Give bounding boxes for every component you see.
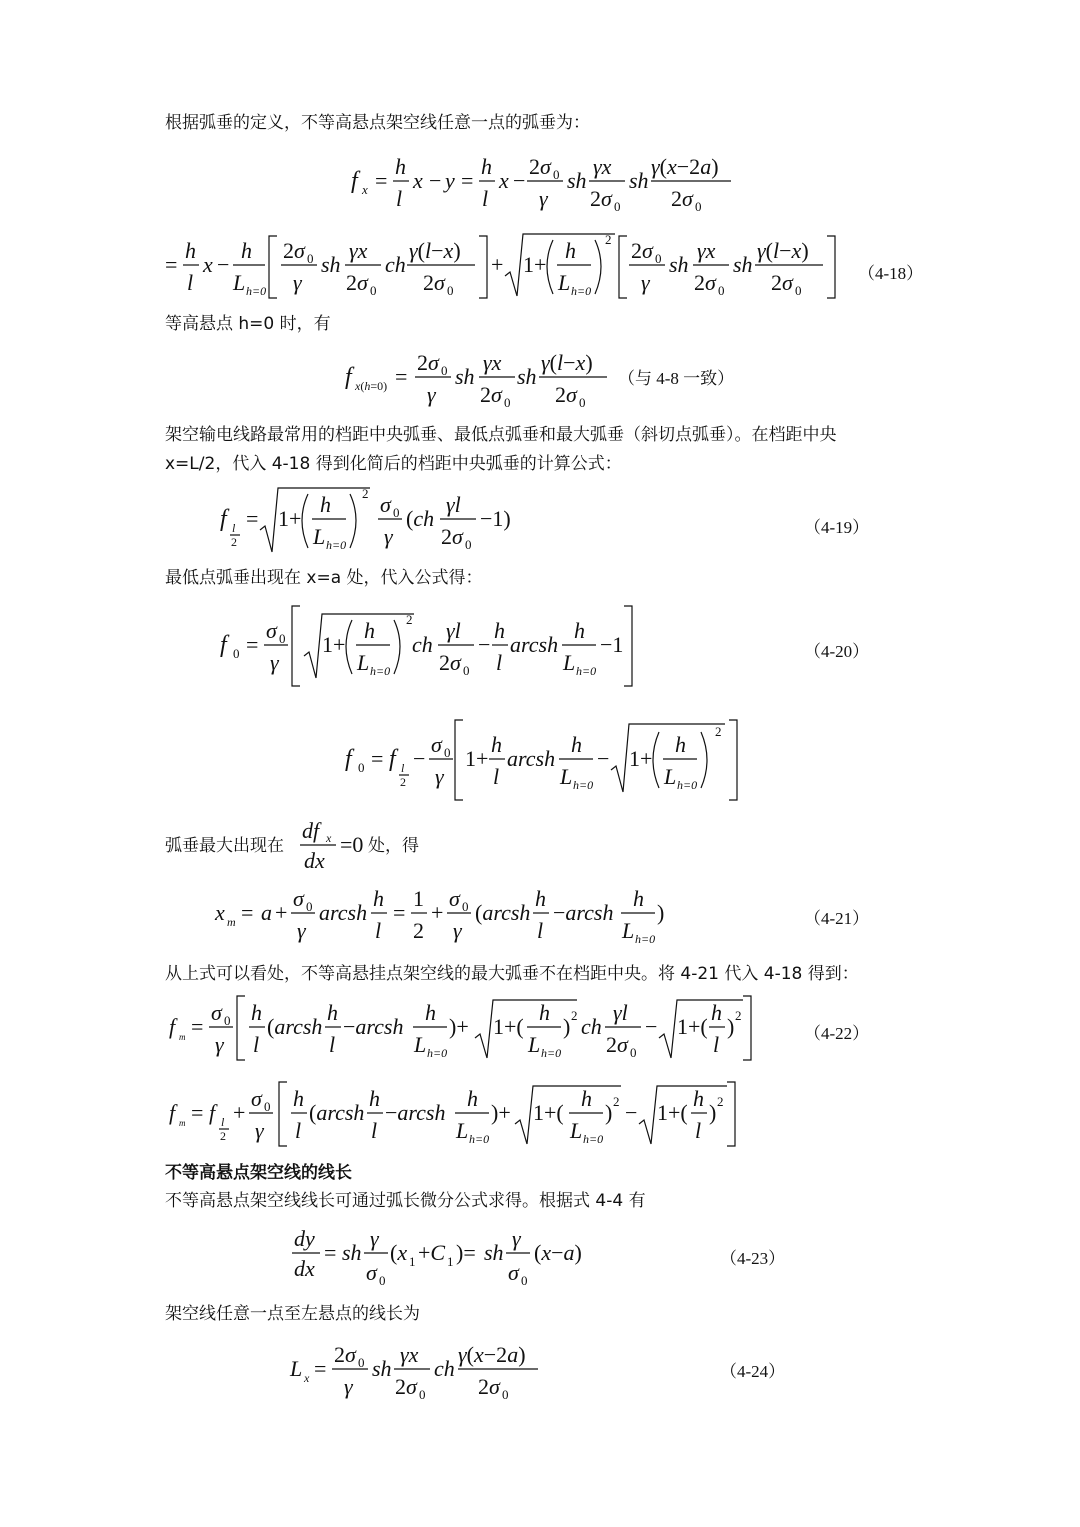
svg-text:0: 0 [579,395,586,410]
svg-text:1: 1 [409,1254,416,1269]
svg-text:)=: )= [456,1240,476,1265]
svg-text:γ: γ [641,270,650,295]
svg-text:): ) [605,1100,613,1125]
paragraph-max-sag-not-mid: 从上式可以看处，不等高悬挂点架空线的最大弧垂不在档距中央。将 4-21 代入 4-18 得到： [165,964,859,984]
paragraph-lowest-point: 最低点弧垂出现在 x=a 处，代入公式得： [165,568,483,588]
equation-4-18 [165,230,845,306]
svg-text:2: 2 [735,1008,742,1023]
svg-text:+: + [491,252,504,277]
svg-text:γl: γl [446,492,461,517]
svg-text:=: = [375,168,388,193]
svg-text:l: l [295,1118,302,1143]
svg-text:ch: ch [385,252,406,277]
svg-text:2: 2 [406,612,413,627]
equation-fm-alternative [165,1080,765,1152]
svg-text:l: l [401,761,405,775]
svg-text:L: L [290,1356,303,1381]
svg-text:h: h [320,492,331,517]
svg-text:l: l [329,1032,336,1057]
svg-text:0: 0 [307,251,314,266]
paragraph-equal-height: 等高悬点 h=0 时，有 [165,314,331,334]
svg-text:(arcsh: (arcsh [309,1100,365,1125]
svg-text:2: 2 [613,1094,620,1109]
svg-text:γ(l−x): γ(l−x) [409,238,461,263]
svg-text:l: l [695,1118,702,1143]
svg-text:f: f [345,746,352,772]
equation-4-21 [215,880,675,950]
svg-text:h=0: h=0 [635,932,656,946]
svg-text:dx: dx [304,848,325,873]
svg-text:h: h [581,1086,592,1111]
svg-text:−1): −1) [480,506,511,531]
svg-text:γ: γ [255,1118,264,1143]
svg-text:l: l [371,1118,378,1143]
svg-text:0: 0 [419,1387,426,1402]
svg-text:l: l [493,764,500,789]
svg-text:m: m [227,915,236,929]
svg-text:l: l [537,918,544,943]
svg-text:1+: 1+ [629,746,653,771]
svg-text:h: h [293,1086,304,1111]
svg-text:1+: 1+ [523,252,547,277]
svg-text:0: 0 [502,1387,509,1402]
svg-text:σ: σ [211,1000,222,1025]
svg-text:)+: )+ [491,1100,511,1125]
svg-text:sh: sh [669,252,689,277]
svg-text:x: x [413,168,423,193]
svg-text:γ(l−x): γ(l−x) [757,238,809,263]
svg-text:L: L [560,764,573,789]
svg-text:h: h [467,1086,478,1111]
svg-text:γ(l−x): γ(l−x) [541,350,593,375]
svg-text:1+(: 1+( [493,1014,524,1039]
svg-text:γl: γl [446,618,461,643]
svg-text:h: h [571,732,582,757]
svg-text:γ(x−2a): γ(x−2a) [651,154,719,179]
svg-text:=: = [241,900,254,925]
svg-text:x: x [304,1371,310,1385]
svg-text:h: h [633,886,644,911]
svg-text:+: + [275,900,288,925]
svg-text:sh: sh [321,252,341,277]
svg-text:γx: γx [483,350,502,375]
svg-text:l: l [232,521,236,535]
svg-text:γ: γ [512,1226,521,1251]
svg-text:a: a [261,900,272,925]
svg-text:0: 0 [655,251,662,266]
svg-text:0: 0 [795,283,802,298]
svg-text:−: − [645,1014,658,1039]
svg-text:arcsh: arcsh [510,632,559,657]
svg-text:h=0: h=0 [326,538,347,552]
svg-text:2: 2 [413,918,424,943]
equation-4-19 [220,482,520,558]
svg-text:L: L [664,764,677,789]
svg-text:0: 0 [444,745,451,760]
svg-text:2: 2 [605,232,612,247]
svg-text:f: f [220,506,227,532]
svg-text:=: = [246,506,259,531]
svg-text:0: 0 [370,283,377,298]
svg-text:2σ: 2σ [555,382,577,407]
svg-text:=: = [371,746,384,771]
svg-text:0: 0 [441,363,448,378]
svg-text:L: L [622,918,635,943]
svg-text:h: h [395,154,406,179]
svg-text:sh: sh [372,1356,392,1381]
svg-text:1+(: 1+( [657,1100,688,1125]
svg-text:arcsh: arcsh [507,746,556,771]
equation-4-22 [165,994,765,1064]
svg-text:l: l [482,186,489,211]
svg-text:−: − [429,168,442,193]
svg-text:0: 0 [553,167,560,182]
svg-text:+: + [233,1100,246,1125]
svg-text:+C: +C [418,1240,446,1265]
svg-text:γ: γ [427,382,436,407]
svg-text:h=0: h=0 [246,284,267,298]
svg-text:y: y [445,168,455,193]
svg-text:x: x [362,182,368,197]
svg-text:(ch: (ch [406,506,435,531]
svg-text:γ: γ [270,650,279,675]
svg-text:h: h [425,1000,436,1025]
svg-text:h: h [364,618,375,643]
svg-text:sh: sh [342,1240,362,1265]
svg-text:0: 0 [521,1273,528,1288]
svg-text:h: h [675,732,686,757]
svg-text:ch: ch [412,632,433,657]
svg-text:0: 0 [224,1013,231,1028]
equation-number-4-20: （4-20） [804,642,870,661]
svg-text:x(h=0): x(h=0) [355,379,388,393]
svg-text:−arcsh: −arcsh [553,900,614,925]
svg-text:+: + [431,900,444,925]
svg-text:0: 0 [379,1273,386,1288]
svg-text:σ: σ [293,886,304,911]
svg-text:): ) [709,1100,717,1125]
svg-text:h=0: h=0 [573,778,594,792]
svg-text:σ: σ [251,1086,262,1111]
svg-text:2: 2 [362,486,369,501]
svg-text:−: − [413,746,426,771]
svg-text:0: 0 [695,199,702,214]
svg-text:l: l [187,270,194,295]
svg-text:h=0: h=0 [469,1132,490,1146]
svg-text:σ: σ [508,1260,519,1285]
svg-text:(arcsh: (arcsh [267,1014,323,1039]
svg-text:)+: )+ [449,1014,469,1039]
svg-text:σ: σ [266,618,277,643]
svg-text:2: 2 [220,1129,226,1143]
svg-text:h=0: h=0 [583,1132,604,1146]
svg-text:γ(x−2a): γ(x−2a) [458,1342,526,1367]
svg-text:L: L [357,650,370,675]
paragraph-midspan: x=L/2，代入 4-18 得到化简后的档距中央弧垂的计算公式： [165,454,622,474]
svg-text:γ: γ [215,1032,224,1057]
svg-text:1+: 1+ [278,506,302,531]
svg-text:γx: γx [593,154,612,179]
svg-text:2σ: 2σ [529,154,551,179]
svg-text:x: x [326,831,332,845]
svg-text:sh: sh [484,1240,504,1265]
svg-text:1+(: 1+( [533,1100,564,1125]
equation-number-4-19: （4-19） [804,518,870,537]
svg-text:sh: sh [517,364,537,389]
svg-text:=0: =0 [340,832,364,857]
svg-text:h: h [373,886,384,911]
svg-text:σ: σ [366,1260,377,1285]
svg-text:l: l [713,1032,720,1057]
svg-text:l: l [396,186,403,211]
svg-text:h: h [565,238,576,263]
svg-text:L: L [313,524,326,549]
svg-text:L: L [558,270,571,295]
svg-text:sh: sh [629,168,649,193]
svg-text:h: h [369,1086,380,1111]
svg-text:dx: dx [294,1256,315,1281]
svg-text:0: 0 [463,663,470,678]
svg-text:0: 0 [233,646,240,661]
svg-text:2σ: 2σ [590,186,612,211]
svg-text:sh: sh [567,168,587,193]
svg-text:−arcsh: −arcsh [343,1014,404,1039]
svg-text:2: 2 [715,724,722,739]
svg-text:f: f [169,1100,176,1125]
svg-text:γ: γ [297,918,306,943]
paragraph-arc-length: 不等高悬点架空线线长可通过弧长微分公式求得。根据式 4-4 有 [165,1191,646,1211]
svg-text:=: = [395,364,408,389]
svg-text:2σ: 2σ [478,1374,500,1399]
svg-text:−arcsh: −arcsh [385,1100,446,1125]
svg-text:0: 0 [264,1099,271,1114]
paragraph-max-sag-b: 处，得 [368,836,419,856]
svg-text:h=0: h=0 [370,664,391,678]
svg-text:−: − [217,252,230,277]
equation-f0-alternative [345,716,745,806]
svg-text:df: df [302,818,320,843]
svg-text:ch: ch [434,1356,455,1381]
svg-text:2σ: 2σ [439,650,461,675]
svg-text:arcsh: arcsh [319,900,368,925]
svg-text:2σ: 2σ [771,270,793,295]
paragraph-length-to-left: 架空线任意一点至左悬点的线长为 [165,1304,420,1324]
svg-text:0: 0 [358,760,365,775]
svg-text:(x: (x [390,1240,408,1265]
svg-text:=: = [191,1014,204,1039]
svg-text:2: 2 [571,1008,578,1023]
svg-text:h=0: h=0 [541,1046,562,1060]
svg-text:=: = [314,1356,327,1381]
svg-text:−: − [478,632,491,657]
svg-text:l: l [221,1115,225,1129]
svg-text:1+: 1+ [465,746,489,771]
svg-text:L: L [570,1118,583,1143]
svg-text:sh: sh [733,252,753,277]
svg-text:2σ: 2σ [346,270,368,295]
svg-text:(x−a): (x−a) [534,1240,582,1265]
equation-note-4-8: （与 4-8 一致） [618,369,735,388]
svg-text:f: f [209,1100,216,1125]
svg-text:L: L [563,650,576,675]
svg-text:l: l [253,1032,260,1057]
svg-text:γ: γ [293,270,302,295]
svg-text:2σ: 2σ [631,238,653,263]
svg-text:γ: γ [370,1226,379,1251]
svg-text:): ) [727,1014,735,1039]
svg-text:2σ: 2σ [417,350,439,375]
svg-text:0: 0 [630,1045,637,1060]
svg-text:=: = [165,252,178,277]
equation-number-4-22: （4-22） [804,1024,870,1043]
svg-text:h: h [241,238,252,263]
svg-text:f: f [169,1014,176,1039]
svg-text:h: h [327,1000,338,1025]
svg-text:f: f [389,746,396,772]
svg-text:m: m [179,1032,186,1042]
svg-text:x: x [203,252,213,277]
svg-text:=: = [246,632,259,657]
svg-text:1: 1 [447,1254,454,1269]
svg-text:h: h [693,1086,704,1111]
svg-text:x: x [215,900,225,925]
svg-text:2σ: 2σ [283,238,305,263]
svg-text:−: − [513,168,526,193]
svg-text:2σ: 2σ [606,1032,628,1057]
svg-text:1+(: 1+( [677,1014,708,1039]
svg-text:L: L [456,1118,469,1143]
svg-text:γx: γx [400,1342,419,1367]
svg-text:m: m [179,1118,186,1128]
svg-text:L: L [233,270,246,295]
svg-text:x: x [499,168,509,193]
svg-text:1+: 1+ [322,632,346,657]
svg-text:−1: −1 [600,632,624,657]
svg-text:−: − [625,1100,638,1125]
svg-text:l: l [375,918,382,943]
svg-text:γx: γx [349,238,368,263]
svg-text:h=0: h=0 [427,1046,448,1060]
svg-text:0: 0 [504,395,511,410]
svg-text:sh: sh [455,364,475,389]
svg-text:): ) [563,1014,571,1039]
svg-text:h=0: h=0 [571,284,592,298]
svg-text:γ: γ [435,764,444,789]
svg-text:γ: γ [384,524,393,549]
svg-text:=: = [324,1240,337,1265]
paragraph-max-sag-a: 弧垂最大出现在 [165,836,284,856]
svg-text:2σ: 2σ [334,1342,356,1367]
svg-text:1: 1 [413,886,424,911]
equation-4-20 [220,602,640,692]
svg-text:l: l [496,650,503,675]
svg-text:h: h [539,1000,550,1025]
svg-text:γx: γx [697,238,716,263]
equation-fx-definition [345,148,745,214]
svg-text:f: f [351,168,358,194]
svg-text:(arcsh: (arcsh [475,900,531,925]
svg-text:dy: dy [294,1226,315,1251]
svg-text:): ) [657,900,665,925]
svg-text:L: L [528,1032,541,1057]
section-heading-line-length: 不等高悬点架空线的线长 [165,1163,352,1183]
svg-text:h: h [574,618,585,643]
svg-text:0: 0 [279,631,286,646]
svg-text:2σ: 2σ [395,1374,417,1399]
svg-text:f: f [345,364,352,390]
svg-text:0: 0 [393,505,400,520]
svg-text:σ: σ [431,732,442,757]
svg-text:0: 0 [462,899,469,914]
svg-text:γ: γ [344,1374,353,1399]
svg-text:2σ: 2σ [480,382,502,407]
svg-text:h: h [535,886,546,911]
equation-number-4-24: （4-24） [720,1362,786,1381]
svg-text:0: 0 [306,899,313,914]
svg-text:0: 0 [465,537,472,552]
svg-text:0: 0 [718,283,725,298]
svg-text:h: h [711,1000,722,1025]
svg-text:0: 0 [447,283,454,298]
equation-number-4-21: （4-21） [804,909,870,928]
svg-text:2σ: 2σ [423,270,445,295]
svg-text:h: h [481,154,492,179]
paragraph-common-sags: 架空输电线路最常用的档距中央弧垂、最低点弧垂和最大弧垂（斜切点弧垂）。在档距中央 [165,425,837,445]
svg-text:h=0: h=0 [677,778,698,792]
svg-text:σ: σ [380,492,391,517]
svg-text:L: L [414,1032,427,1057]
svg-text:=: = [191,1100,204,1125]
equation-4-23 [290,1224,610,1290]
svg-text:=: = [393,900,406,925]
svg-text:h: h [491,732,502,757]
paragraph-sag-definition: 根据弧垂的定义，不等高悬点架空线任意一点的弧垂为： [165,113,590,133]
svg-text:f: f [220,632,227,658]
svg-text:2σ: 2σ [441,524,463,549]
svg-text:h: h [494,618,505,643]
equation-number-4-23: （4-23） [720,1249,786,1268]
svg-text:γl: γl [613,1000,628,1025]
svg-text:2σ: 2σ [671,186,693,211]
equation-number-4-18: （4-18） [858,264,924,283]
svg-text:−: − [597,746,610,771]
svg-text:γ: γ [539,186,548,211]
svg-text:h=0: h=0 [576,664,597,678]
equation-fx-h0 [345,346,625,410]
svg-text:h: h [185,238,196,263]
svg-text:γ: γ [453,918,462,943]
svg-text:ch: ch [581,1014,602,1039]
svg-text:=: = [461,168,474,193]
svg-text:2: 2 [231,535,237,549]
svg-text:h: h [251,1000,262,1025]
svg-text:2σ: 2σ [694,270,716,295]
svg-text:2: 2 [400,775,406,789]
svg-text:0: 0 [358,1355,365,1370]
svg-text:0: 0 [614,199,621,214]
svg-text:2: 2 [717,1094,724,1109]
equation-4-24 [290,1338,560,1404]
svg-text:σ: σ [449,886,460,911]
